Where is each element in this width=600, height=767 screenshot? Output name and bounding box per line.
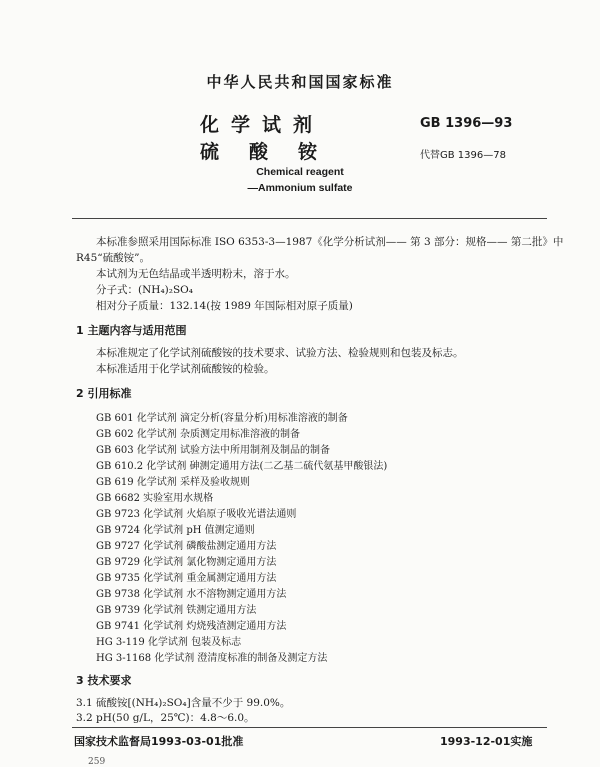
intro-line-2: R45“硫酸铵”。 — [76, 252, 151, 264]
reference-item: GB 9723 化学试剂 火焰原子吸收光谱法通则 — [96, 509, 297, 520]
reference-item: HG 3-1168 化学试剂 澄清度标准的制备及测定方法 — [96, 653, 328, 664]
reference-item: GB 619 化学试剂 采样及验收规则 — [96, 477, 250, 488]
molecular-mass: 相对分子质量：132.14(按 1989 年国际相对原子质量) — [96, 300, 353, 312]
english-title-2: —Ammonium sulfate — [247, 182, 353, 194]
requirement-3-2: 3.2 pH(50 g/L，25℃)：4.8～6.0。 — [76, 712, 255, 724]
title-line-1: 化学试剂 — [200, 114, 325, 136]
english-title-1: Chemical reagent — [256, 166, 344, 178]
section-1-para-1: 本标准规定了化学试剂硫酸铵的技术要求、试验方法、检验规则和包装及标志。 — [96, 347, 464, 359]
replaces-note: 代替GB 1396—78 — [420, 150, 506, 161]
reference-item: GB 6682 实验室用水规格 — [96, 493, 214, 504]
national-standard-heading: 中华人民共和国国家标准 — [206, 73, 394, 91]
reference-item: GB 9724 化学试剂 pH 值测定通则 — [96, 525, 255, 536]
footer-rule — [72, 727, 547, 728]
section-1-para-2: 本标准适用于化学试剂硫酸铵的检验。 — [96, 363, 275, 375]
reference-item: GB 602 化学试剂 杂质测定用标准溶液的制备 — [96, 429, 300, 440]
molecular-formula: 分子式：(NH₄)₂SO₄ — [96, 284, 193, 296]
requirement-3-1: 3.1 硫酸铵[(NH₄)₂SO₄]含量不少于 99.0%。 — [76, 697, 291, 709]
section-2-title: 2 引用标准 — [76, 387, 132, 400]
intro-line-1: 本标准参照采用国际标准 ISO 6353-3—1987《化学分析试剂—— 第 3 部分：规格—— 第二批》中 — [96, 236, 564, 248]
reference-item: GB 9735 化学试剂 重金属测定通用方法 — [96, 573, 277, 584]
reference-item: GB 9738 化学试剂 水不溶物测定通用方法 — [96, 589, 287, 600]
reference-item: GB 9739 化学试剂 铁测定通用方法 — [96, 605, 257, 616]
reference-item: GB 601 化学试剂 滴定分析(容量分析)用标准溶液的制备 — [96, 413, 348, 424]
reference-item: HG 3-119 化学试剂 包装及标志 — [96, 637, 242, 648]
page-number: 259 — [88, 757, 106, 767]
section-1-title: 1 主题内容与适用范围 — [76, 324, 187, 337]
section-3-title: 3 技术要求 — [76, 674, 132, 687]
intro-line-3: 本试剂为无色结晶或半透明粉末，溶于水。 — [96, 268, 296, 280]
approval-note: 国家技术监督局1993-03-01批准 — [74, 735, 244, 748]
standard-number: GB 1396—93 — [420, 116, 513, 131]
reference-item: GB 9727 化学试剂 磷酸盐测定通用方法 — [96, 541, 277, 552]
reference-item: GB 9729 化学试剂 氯化物测定通用方法 — [96, 557, 277, 568]
reference-item: GB 610.2 化学试剂 砷测定通用方法(二乙基二硫代氨基甲酸银法) — [96, 461, 388, 472]
effective-date: 1993-12-01实施 — [440, 735, 533, 748]
header-rule — [72, 218, 547, 219]
reference-item: GB 9741 化学试剂 灼烧残渣测定通用方法 — [96, 621, 287, 632]
reference-item: GB 603 化学试剂 试验方法中所用制剂及制品的制备 — [96, 445, 330, 456]
title-line-2: 硫酸铵 — [200, 141, 348, 163]
